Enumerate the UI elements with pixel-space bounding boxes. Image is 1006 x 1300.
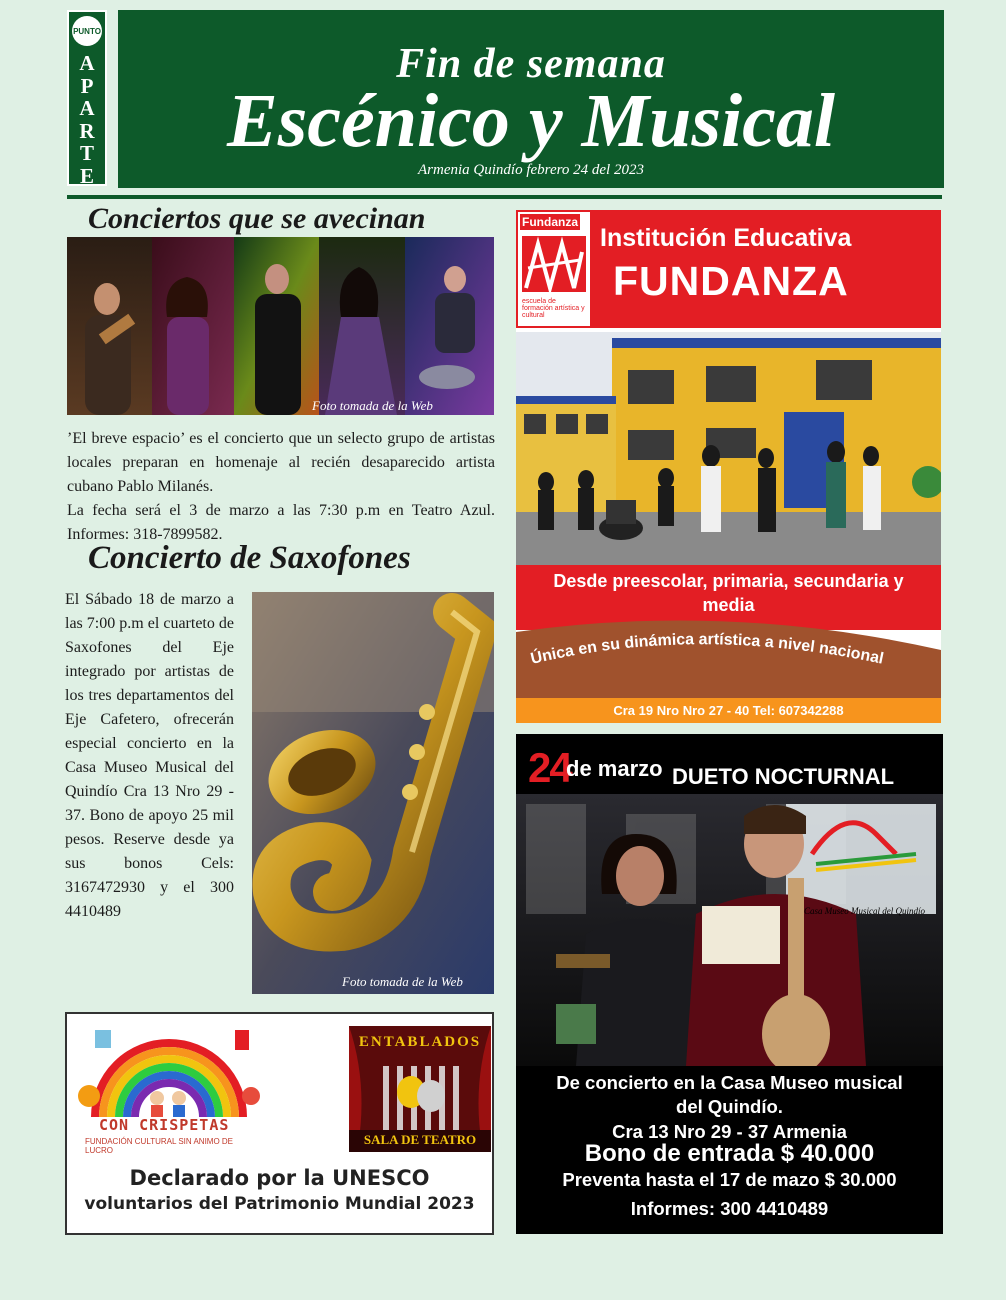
- cine-gratis-logo: [75, 1022, 263, 1155]
- dueto-contact: Informes: 300 4410489: [630, 1198, 829, 1219]
- fundanza-logo-name: Fundanza: [522, 215, 578, 229]
- fundanza-logo-subtitle: escuela de formación artística y cultural: [522, 298, 585, 319]
- dueto-presale: Preventa hasta el 17 de mazo $ 30.000: [562, 1169, 897, 1190]
- logo-letter: A: [79, 96, 95, 120]
- unesco-notice-box: [65, 1012, 494, 1235]
- masthead-dateline: Armenia Quindío febrero 24 del 2023: [418, 162, 644, 178]
- punto-aparte-logo: [67, 10, 107, 186]
- logo-punto-badge: PUNTO: [72, 16, 102, 46]
- fundanza-logo: [518, 212, 590, 326]
- entablados-logo: [349, 1026, 491, 1152]
- fundanza-advertisement: [516, 210, 941, 723]
- casa-museo-logo-text: Casa Museo Musical del Quindío: [804, 906, 925, 916]
- masthead-banner: [118, 10, 944, 188]
- concert-paragraph-1: ’El breve espacio’ es el concierto que un selecto grupo de artistas locales preparan en homenaje al recién desaparecido artista cubano Pablo Milanés.: [67, 430, 495, 495]
- dueto-venue-line2: del Quindío.: [676, 1096, 783, 1117]
- dueto-date-month: de marzo: [566, 756, 663, 781]
- masthead-title-line2: Escénico y Musical: [227, 79, 835, 163]
- logo-letter: R: [79, 118, 95, 143]
- fundanza-levels-text: Desde preescolar, primaria, secundaria y media: [553, 571, 904, 615]
- logo-aparte-vertical: [69, 52, 105, 187]
- concert-collage-photo: [67, 237, 494, 415]
- logo-letter: A: [79, 51, 95, 75]
- fundanza-header: [516, 210, 941, 328]
- dueto-performers-photo: [516, 794, 943, 1066]
- entablados-name: ENTABLADOS: [358, 1034, 482, 1050]
- logo-letter: T: [79, 141, 94, 165]
- fundanza-address: Cra 19 Nro Nro 27 - 40 Tel: 607342288: [516, 698, 941, 723]
- fundanza-building-photo: [516, 332, 941, 565]
- cine-logo-subtitle: FUNDACIÓN CULTURAL SIN ANIMO DE LUCRO: [85, 1137, 234, 1155]
- logo-letter: P: [80, 73, 94, 98]
- cine-logo-title: CON CRISPETAS: [99, 1116, 230, 1134]
- sax-article: El Sábado 18 de marzo a las 7:00 p.m el cuarteto de Saxofones del Eje integrado por artistas de los tres departamentos del Eje Cafetero, ofrecerán especial concierto en la Casa Museo Musical del Quindío Cra 13 Nro 29 - 37. Bono de apoyo 25 mil pesos. Reserve desde ya sus bonos Cels: 3167472930 y el 300 4410489: [65, 591, 234, 920]
- sax-photo-credit: Foto tomada de la Web: [342, 974, 463, 989]
- svg-text:Única en su dinámica artística: [529, 631, 885, 668]
- concerts-heading: Conciertos que se avecinan: [88, 202, 426, 235]
- masthead-divider: [67, 195, 942, 199]
- unesco-declaration-line2: voluntarios del Patrimonio Mundial 2023: [84, 1194, 475, 1214]
- concert-photo-credit: Foto tomada de la Web: [312, 398, 433, 413]
- dueto-title: DUETO NOCTURNAL: [672, 764, 895, 789]
- entablados-subtitle: SALA DE TEATRO: [363, 1132, 477, 1147]
- unesco-declaration-line1: Declarado por la UNESCO: [129, 1166, 430, 1190]
- dueto-date-day: 24: [528, 744, 571, 791]
- dueto-ticket-price: Bono de entrada $ 40.000: [584, 1140, 875, 1167]
- saxophone-photo: [252, 592, 494, 994]
- masthead-title-line1: Fin de semana: [396, 41, 666, 87]
- concert-article: [67, 427, 495, 547]
- dueto-venue-line1: De concierto en la Casa Museo musical: [556, 1072, 903, 1093]
- dueto-address: Cra 13 Nro 29 - 37 Armenia: [612, 1121, 847, 1142]
- concert-paragraph-2: La fecha será el 3 de marzo a las 7:30 p.m en Teatro Azul. Informes: 318-7899582.: [67, 502, 495, 543]
- fundanza-institution-label: Institución Educativa: [600, 224, 852, 252]
- sax-heading: Concierto de Saxofones: [88, 540, 411, 576]
- dueto-nocturnal-advertisement: [516, 734, 943, 1234]
- fundanza-slogan: Única en su dinámica artística a nivel nacional: [529, 631, 886, 668]
- logo-letter: E: [79, 163, 94, 188]
- fundanza-name: FUNDANZA: [613, 258, 849, 304]
